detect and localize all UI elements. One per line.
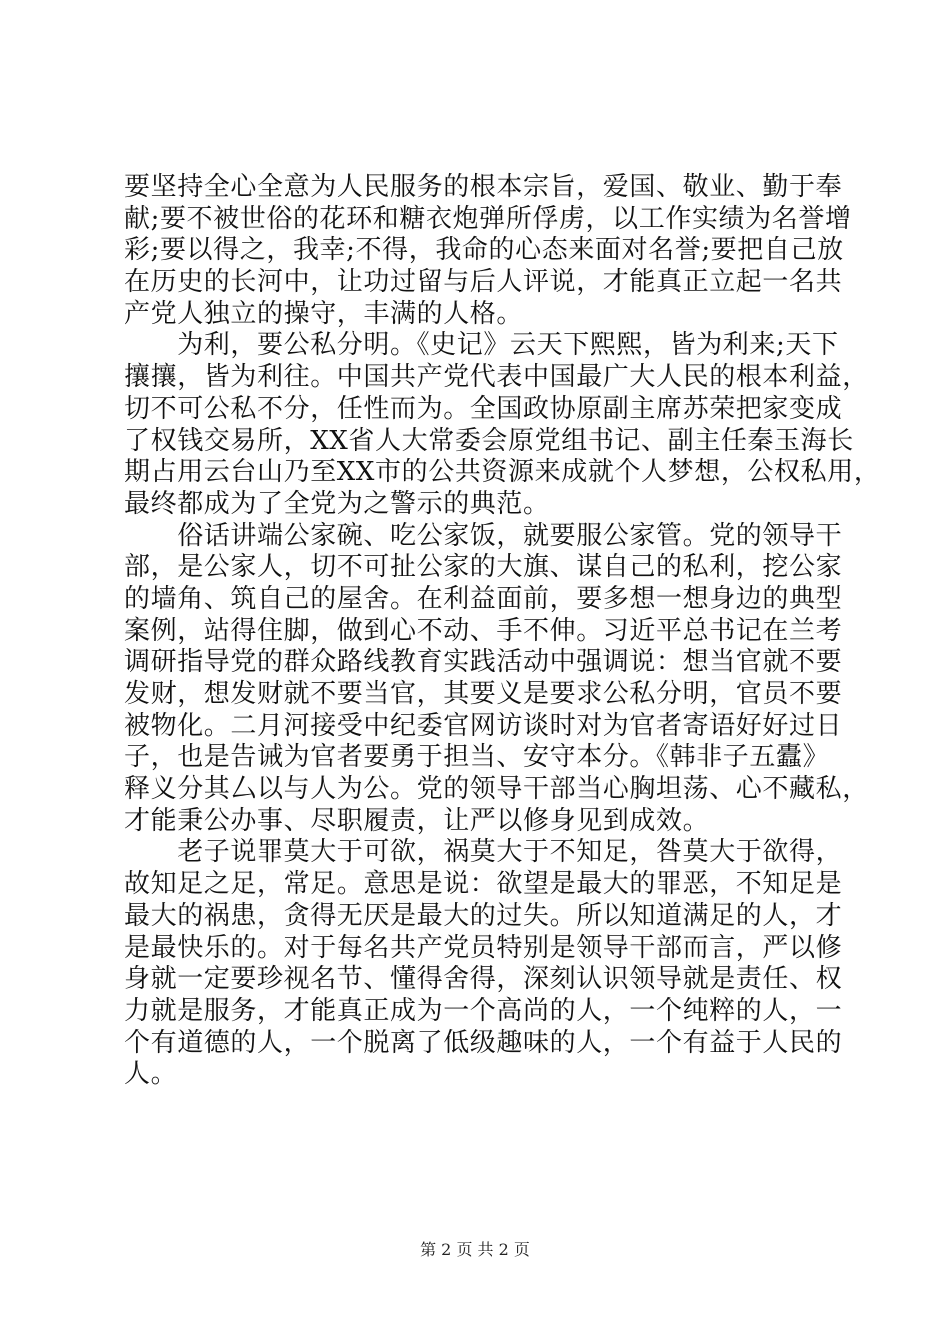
text-line: 的墙角、筑自己的屋舍。在利益面前，要多想一想身边的典型 (124, 583, 843, 614)
text-line: 被物化。二月河接受中纪委官网访谈时对为官者寄语好好过日 (124, 710, 843, 741)
text-line: 人。 (124, 1059, 178, 1090)
document-body (124, 172, 881, 1091)
text-line: 案例，站得住脚，做到心不动、手不伸。习近平总书记在兰考 (124, 615, 843, 646)
text-line: 了权钱交易所，XX省人大常委会原党组书记、副主任秦玉海长 (124, 425, 854, 456)
text-line: 个有道德的人，一个脱离了低级趣味的人，一个有益于人民的 (124, 1027, 843, 1058)
text-line: 释义分其厶以与人为公。党的领导干部当心胸坦荡、心不藏私， (124, 774, 869, 805)
text-line: 产党人独立的操守，丰满的人格。 (124, 298, 524, 329)
page-footer: 第 2 页 共 2 页 (420, 1240, 530, 1259)
text-line: 最终都成为了全党为之警示的典范。 (124, 488, 550, 519)
text-line: 最大的祸患，贪得无厌是最大的过失。所以知道满足的人，才 (124, 900, 843, 931)
text-line: 身就一定要珍视名节、懂得舍得，深刻认识领导就是责任、权 (124, 964, 843, 995)
text-line: 彩;要以得之，我幸;不得，我命的心态来面对名誉;要把自己放 (124, 235, 844, 266)
text-line: 俗话讲端公家碗、吃公家饭，就要服公家管。党的领导干 (124, 520, 843, 551)
text-line: 部，是公家人，切不可扯公家的大旗、谋自己的私利，挖公家 (124, 552, 843, 583)
text-line: 力就是服务，才能真正成为一个高尚的人，一个纯粹的人，一 (124, 995, 843, 1026)
text-line: 要坚持全心全意为人民服务的根本宗旨，爱国、敬业、勤于奉 (124, 172, 843, 202)
text-line: 是最快乐的。对于每名共产党员特别是领导干部而言，严以修 (124, 932, 843, 963)
text-line: 在历史的长河中，让功过留与后人评说，才能真正立起一名共 (124, 267, 843, 298)
text-line: 攘攘，皆为利往。中国共产党代表中国最广大人民的根本利益， (124, 362, 869, 393)
text-line: 期占用云台山乃至XX市的公共资源来成就个人梦想，公权私用， (124, 457, 881, 488)
text-line: 发财，想发财就不要当官，其要义是要求公私分明，官员不要 (124, 679, 843, 709)
text-line: 才能秉公办事、尽职履责，让严以修身见到成效。 (124, 805, 710, 836)
text-line: 子，也是告诫为官者要勇于担当、安守本分。《韩非子五蠹》 (124, 742, 830, 773)
text-line: 献;要不被世俗的花环和糖衣炮弹所俘虏，以工作实绩为名誉增 (124, 203, 852, 234)
text-line: 调研指导党的群众路线教育实践活动中强调说：想当官就不要 (124, 647, 843, 678)
text-line: 故知足之足，常足。意思是说：欲望是最大的罪恶，不知足是 (124, 869, 843, 900)
text-line: 切不可公私不分，任性而为。全国政协原副主席苏荣把家变成 (124, 393, 843, 424)
text-line: 老子说罪莫大于可欲，祸莫大于不知足，咎莫大于欲得， (124, 837, 843, 868)
text-line: 为利，要公私分明。《史记》云天下熙熙，皆为利来;天下 (124, 330, 839, 361)
